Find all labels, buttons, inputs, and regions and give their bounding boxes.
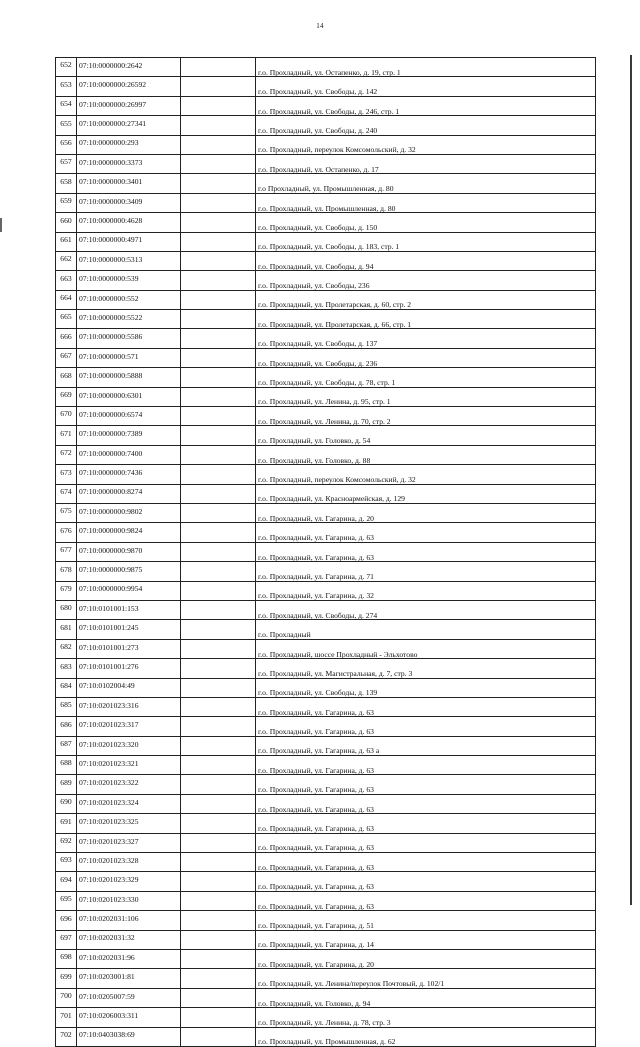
row-number-cell: 663	[56, 271, 77, 290]
cadastral-number-cell: 07:10:0000000:9875	[77, 562, 181, 581]
cadastral-number-cell: 07:10:0403038:69	[77, 1027, 181, 1046]
table-row	[56, 193, 596, 212]
row-number-cell: 656	[56, 135, 77, 154]
blank-cell	[181, 271, 256, 290]
table-row	[56, 639, 596, 658]
cadastral-number-cell: 07:10:0205007:59	[77, 988, 181, 1007]
address-cell: г.о. Прохладный, ул. Гагарина, д. 14	[256, 930, 596, 949]
table-row	[56, 116, 596, 135]
table-row	[56, 232, 596, 251]
blank-cell	[181, 639, 256, 658]
address-cell: г.о. Прохладный, ул. Гагарина, д. 20	[256, 949, 596, 968]
row-number-cell: 695	[56, 891, 77, 910]
table-row	[56, 814, 596, 833]
table-row	[56, 969, 596, 988]
address-cell: г.о. Прохладный, ул. Гагарина, д. 63	[256, 542, 596, 561]
address-cell: г.о. Прохладный, ул. Магистральная, д. 7, стр. 3	[256, 659, 596, 678]
cadastral-number-cell: 07:10:0000000:5313	[77, 251, 181, 270]
table-row	[56, 736, 596, 755]
blank-cell	[181, 678, 256, 697]
table-row	[56, 872, 596, 891]
table-row	[56, 794, 596, 813]
scan-mark	[0, 218, 2, 232]
table-row	[56, 154, 596, 173]
blank-cell	[181, 911, 256, 930]
address-cell: г.о. Прохладный, ул. Красноармейская, д. 129	[256, 484, 596, 503]
cadastral-number-cell: 07:10:0203001:81	[77, 969, 181, 988]
blank-cell	[181, 1008, 256, 1027]
blank-cell	[181, 775, 256, 794]
table-row	[56, 1027, 596, 1046]
table-row	[56, 484, 596, 503]
address-cell: г.о. Прохладный, ул. Гагарина, д. 63	[256, 853, 596, 872]
address-cell: г.о. Прохладный	[256, 620, 596, 639]
table-row	[56, 775, 596, 794]
table-row	[56, 407, 596, 426]
cadastral-number-cell: 07:10:0000000:9870	[77, 542, 181, 561]
row-number-cell: 661	[56, 232, 77, 251]
blank-cell	[181, 174, 256, 193]
address-cell: г.о. Прохладный, ул. Свободы, д. 274	[256, 600, 596, 619]
table-row	[56, 756, 596, 775]
blank-cell	[181, 659, 256, 678]
blank-cell	[181, 387, 256, 406]
table-row	[56, 581, 596, 600]
row-number-cell: 668	[56, 368, 77, 387]
address-cell: г.о. Прохладный, шоссе Прохладный - Эльхотово	[256, 639, 596, 658]
table-row	[56, 853, 596, 872]
table-row	[56, 911, 596, 930]
cadastral-number-cell: 07:10:0202031:96	[77, 949, 181, 968]
row-number-cell: 675	[56, 503, 77, 522]
table-row	[56, 368, 596, 387]
cadastral-number-cell: 07:10:0000000:293	[77, 135, 181, 154]
table-row	[56, 949, 596, 968]
blank-cell	[181, 484, 256, 503]
blank-cell	[181, 794, 256, 813]
row-number-cell: 684	[56, 678, 77, 697]
blank-cell	[181, 562, 256, 581]
row-number-cell: 660	[56, 213, 77, 232]
blank-cell	[181, 310, 256, 329]
blank-cell	[181, 523, 256, 542]
blank-cell	[181, 58, 256, 77]
address-cell: г.о. Прохладный, ул. Ленина, д. 95, стр. 1	[256, 387, 596, 406]
address-cell: г.о Прохладный, ул. Промышленная, д. 80	[256, 174, 596, 193]
blank-cell	[181, 853, 256, 872]
row-number-cell: 700	[56, 988, 77, 1007]
address-cell: г.о. Прохладный, ул. Гагарина, д. 51	[256, 911, 596, 930]
blank-cell	[181, 116, 256, 135]
blank-cell	[181, 988, 256, 1007]
blank-cell	[181, 503, 256, 522]
row-number-cell: 692	[56, 833, 77, 852]
row-number-cell: 702	[56, 1027, 77, 1046]
cadastral-number-cell: 07:10:0201023:320	[77, 736, 181, 755]
cadastral-number-cell: 07:10:0101001:245	[77, 620, 181, 639]
table-row	[56, 600, 596, 619]
cadastral-number-cell: 07:10:0000000:5888	[77, 368, 181, 387]
address-cell: г.о. Прохладный, ул. Свободы, 236	[256, 271, 596, 290]
cadastral-number-cell: 07:10:0201023:322	[77, 775, 181, 794]
address-cell: г.о. Прохладный, ул. Гагарина, д. 63	[256, 523, 596, 542]
cadastral-number-cell: 07:10:0202031:32	[77, 930, 181, 949]
cadastral-number-cell: 07:10:0201023:317	[77, 717, 181, 736]
cadastral-number-cell: 07:10:0000000:8274	[77, 484, 181, 503]
cadastral-number-cell: 07:10:0000000:26997	[77, 96, 181, 115]
table-row	[56, 426, 596, 445]
address-cell: г.о. Прохладный, ул. Ленина/переулок Почтовый, д. 102/1	[256, 969, 596, 988]
blank-cell	[181, 426, 256, 445]
cadastral-number-cell: 07:10:0201023:316	[77, 697, 181, 716]
row-number-cell: 683	[56, 659, 77, 678]
blank-cell	[181, 154, 256, 173]
address-cell: г.о. Прохладный, ул. Промышленная, д. 62	[256, 1027, 596, 1046]
address-cell: г.о. Прохладный, ул. Свободы, д. 150	[256, 213, 596, 232]
cadastral-number-cell: 07:10:0201023:327	[77, 833, 181, 852]
row-number-cell: 681	[56, 620, 77, 639]
table-row	[56, 678, 596, 697]
cadastral-number-cell: 07:10:0101001:153	[77, 600, 181, 619]
address-cell: г.о. Прохладный, ул. Свободы, д. 142	[256, 77, 596, 96]
row-number-cell: 690	[56, 794, 77, 813]
cadastral-number-cell: 07:10:0000000:4628	[77, 213, 181, 232]
table-row	[56, 697, 596, 716]
row-number-cell: 677	[56, 542, 77, 561]
page-number: 14	[316, 22, 324, 30]
row-number-cell: 662	[56, 251, 77, 270]
address-cell: г.о. Прохладный, ул. Гагарина, д. 63	[256, 872, 596, 891]
blank-cell	[181, 348, 256, 367]
cadastral-number-cell: 07:10:0201023:325	[77, 814, 181, 833]
table-row	[56, 310, 596, 329]
address-cell: г.о. Прохладный, ул. Головко, д. 54	[256, 426, 596, 445]
cadastral-number-cell: 07:10:0000000:5522	[77, 310, 181, 329]
row-number-cell: 686	[56, 717, 77, 736]
cadastral-number-cell: 07:10:0000000:5586	[77, 329, 181, 348]
table-row	[56, 717, 596, 736]
table-row	[56, 1008, 596, 1027]
blank-cell	[181, 872, 256, 891]
blank-cell	[181, 949, 256, 968]
address-cell: г.о. Прохладный, ул. Головко, д. 88	[256, 445, 596, 464]
blank-cell	[181, 581, 256, 600]
address-cell: г.о. Прохладный, ул. Головко, д. 94	[256, 988, 596, 1007]
address-cell: г.о. Прохладный, ул. Остапенко, д. 19, стр. 1	[256, 58, 596, 77]
table-row	[56, 445, 596, 464]
table-row	[56, 523, 596, 542]
row-number-cell: 696	[56, 911, 77, 930]
address-cell: г.о. Прохладный, ул. Пролетарская, д. 60, стр. 2	[256, 290, 596, 309]
table-row	[56, 96, 596, 115]
address-cell: г.о. Прохладный, ул. Пролетарская, д. 66, стр. 1	[256, 310, 596, 329]
cadastral-number-cell: 07:10:0000000:9824	[77, 523, 181, 542]
row-number-cell: 685	[56, 697, 77, 716]
row-number-cell: 671	[56, 426, 77, 445]
cadastral-number-cell: 07:10:0000000:552	[77, 290, 181, 309]
row-number-cell: 665	[56, 310, 77, 329]
blank-cell	[181, 232, 256, 251]
table-row	[56, 988, 596, 1007]
address-cell: г.о. Прохладный, ул. Свободы, д. 137	[256, 329, 596, 348]
cadastral-number-cell: 07:10:0000000:7389	[77, 426, 181, 445]
registry-table	[55, 57, 596, 1047]
row-number-cell: 682	[56, 639, 77, 658]
table-row	[56, 891, 596, 910]
address-cell: г.о. Прохладный, ул. Гагарина, д. 63 а	[256, 736, 596, 755]
blank-cell	[181, 736, 256, 755]
address-cell: г.о. Прохладный, ул. Ленина, д. 70, стр. 2	[256, 407, 596, 426]
blank-cell	[181, 445, 256, 464]
blank-cell	[181, 891, 256, 910]
row-number-cell: 669	[56, 387, 77, 406]
address-cell: г.о. Прохладный, переулок Комсомольский, д. 32	[256, 465, 596, 484]
row-number-cell: 657	[56, 154, 77, 173]
blank-cell	[181, 213, 256, 232]
blank-cell	[181, 465, 256, 484]
row-number-cell: 676	[56, 523, 77, 542]
address-cell: г.о. Прохладный, ул. Гагарина, д. 63	[256, 775, 596, 794]
row-number-cell: 701	[56, 1008, 77, 1027]
address-cell: г.о. Прохладный, ул. Гагарина, д. 63	[256, 814, 596, 833]
cadastral-number-cell: 07:10:0000000:4971	[77, 232, 181, 251]
table-row	[56, 329, 596, 348]
blank-cell	[181, 542, 256, 561]
registry-table-body	[56, 58, 596, 1047]
table-row	[56, 465, 596, 484]
row-number-cell: 655	[56, 116, 77, 135]
blank-cell	[181, 77, 256, 96]
row-number-cell: 652	[56, 58, 77, 77]
row-number-cell: 679	[56, 581, 77, 600]
row-number-cell: 680	[56, 600, 77, 619]
blank-cell	[181, 193, 256, 212]
cadastral-number-cell: 07:10:0202031:106	[77, 911, 181, 930]
row-number-cell: 670	[56, 407, 77, 426]
row-number-cell: 658	[56, 174, 77, 193]
cadastral-number-cell: 07:10:0201023:330	[77, 891, 181, 910]
cadastral-number-cell: 07:10:0201023:321	[77, 756, 181, 775]
blank-cell	[181, 600, 256, 619]
row-number-cell: 687	[56, 736, 77, 755]
address-cell: г.о. Прохладный, ул. Свободы, д. 246, стр. 1	[256, 96, 596, 115]
address-cell: г.о. Прохладный, ул. Свободы, д. 236	[256, 348, 596, 367]
table-row	[56, 213, 596, 232]
row-number-cell: 691	[56, 814, 77, 833]
cadastral-number-cell: 07:10:0101001:276	[77, 659, 181, 678]
blank-cell	[181, 717, 256, 736]
table-row	[56, 620, 596, 639]
row-number-cell: 667	[56, 348, 77, 367]
cadastral-number-cell: 07:10:0000000:27341	[77, 116, 181, 135]
scan-edge-line	[630, 55, 632, 905]
blank-cell	[181, 930, 256, 949]
blank-cell	[181, 1027, 256, 1046]
blank-cell	[181, 697, 256, 716]
address-cell: г.о. Прохладный, ул. Свободы, д. 139	[256, 678, 596, 697]
row-number-cell: 693	[56, 853, 77, 872]
cadastral-number-cell: 07:10:0206003:311	[77, 1008, 181, 1027]
cadastral-number-cell: 07:10:0000000:7400	[77, 445, 181, 464]
blank-cell	[181, 329, 256, 348]
row-number-cell: 664	[56, 290, 77, 309]
row-number-cell: 666	[56, 329, 77, 348]
address-cell: г.о. Прохладный, ул. Промышленная, д. 80	[256, 193, 596, 212]
row-number-cell: 659	[56, 193, 77, 212]
blank-cell	[181, 96, 256, 115]
row-number-cell: 694	[56, 872, 77, 891]
row-number-cell: 699	[56, 969, 77, 988]
address-cell: г.о. Прохладный, переулок Комсомольский, д. 32	[256, 135, 596, 154]
cadastral-number-cell: 07:10:0000000:539	[77, 271, 181, 290]
blank-cell	[181, 368, 256, 387]
row-number-cell: 653	[56, 77, 77, 96]
row-number-cell: 697	[56, 930, 77, 949]
address-cell: г.о. Прохладный, ул. Ленина, д. 78, стр. 3	[256, 1008, 596, 1027]
table-row	[56, 135, 596, 154]
address-cell: г.о. Прохладный, ул. Свободы, д. 183, стр. 1	[256, 232, 596, 251]
cadastral-number-cell: 07:10:0000000:3401	[77, 174, 181, 193]
cadastral-number-cell: 07:10:0201023:328	[77, 853, 181, 872]
table-row	[56, 271, 596, 290]
cadastral-number-cell: 07:10:0000000:3409	[77, 193, 181, 212]
cadastral-number-cell: 07:10:0000000:26592	[77, 77, 181, 96]
blank-cell	[181, 251, 256, 270]
table-row	[56, 290, 596, 309]
blank-cell	[181, 135, 256, 154]
table-row	[56, 503, 596, 522]
address-cell: г.о. Прохладный, ул. Гагарина, д. 63	[256, 833, 596, 852]
blank-cell	[181, 814, 256, 833]
cadastral-number-cell: 07:10:0201023:329	[77, 872, 181, 891]
address-cell: г.о. Прохладный, ул. Гагарина, д. 20	[256, 503, 596, 522]
row-number-cell: 673	[56, 465, 77, 484]
blank-cell	[181, 756, 256, 775]
cadastral-number-cell: 07:10:0102004:49	[77, 678, 181, 697]
cadastral-number-cell: 07:10:0000000:6574	[77, 407, 181, 426]
address-cell: г.о. Прохладный, ул. Гагарина, д. 63	[256, 697, 596, 716]
blank-cell	[181, 620, 256, 639]
cadastral-number-cell: 07:10:0201023:324	[77, 794, 181, 813]
table-row	[56, 562, 596, 581]
table-row	[56, 387, 596, 406]
row-number-cell: 698	[56, 949, 77, 968]
table-row	[56, 77, 596, 96]
cadastral-number-cell: 07:10:0000000:9954	[77, 581, 181, 600]
table-row	[56, 348, 596, 367]
cadastral-number-cell: 07:10:0000000:7436	[77, 465, 181, 484]
row-number-cell: 674	[56, 484, 77, 503]
address-cell: г.о. Прохладный, ул. Гагарина, д. 63	[256, 794, 596, 813]
address-cell: г.о. Прохладный, ул. Остапенко, д. 17	[256, 154, 596, 173]
address-cell: г.о. Прохладный, ул. Гагарина, д. 63	[256, 756, 596, 775]
row-number-cell: 688	[56, 756, 77, 775]
blank-cell	[181, 290, 256, 309]
cadastral-number-cell: 07:10:0000000:2642	[77, 58, 181, 77]
table-row	[56, 58, 596, 77]
blank-cell	[181, 833, 256, 852]
row-number-cell: 689	[56, 775, 77, 794]
cadastral-number-cell: 07:10:0000000:9802	[77, 503, 181, 522]
address-cell: г.о. Прохладный, ул. Гагарина, д. 63	[256, 891, 596, 910]
cadastral-number-cell: 07:10:0000000:6301	[77, 387, 181, 406]
table-row	[56, 542, 596, 561]
row-number-cell: 678	[56, 562, 77, 581]
cadastral-number-cell: 07:10:0000000:3373	[77, 154, 181, 173]
blank-cell	[181, 969, 256, 988]
row-number-cell: 654	[56, 96, 77, 115]
table-row	[56, 251, 596, 270]
address-cell: г.о. Прохладный, ул. Свободы, д. 94	[256, 251, 596, 270]
table-row	[56, 174, 596, 193]
address-cell: г.о. Прохладный, ул. Гагарина, д. 71	[256, 562, 596, 581]
table-row	[56, 659, 596, 678]
row-number-cell: 672	[56, 445, 77, 464]
table-row	[56, 833, 596, 852]
blank-cell	[181, 407, 256, 426]
cadastral-number-cell: 07:10:0000000:571	[77, 348, 181, 367]
address-cell: г.о. Прохладный, ул. Гагарина, д. 63	[256, 717, 596, 736]
address-cell: г.о. Прохладный, ул. Гагарина, д. 32	[256, 581, 596, 600]
address-cell: г.о. Прохладный, ул. Свободы, д. 240	[256, 116, 596, 135]
address-cell: г.о. Прохладный, ул. Свободы, д. 78, стр. 1	[256, 368, 596, 387]
cadastral-number-cell: 07:10:0101001:273	[77, 639, 181, 658]
table-row	[56, 930, 596, 949]
